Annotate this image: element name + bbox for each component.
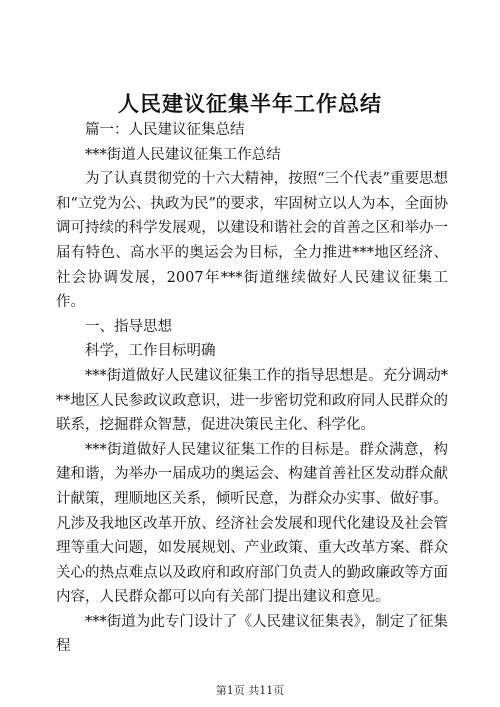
section-heading: 一、指导思想 <box>85 318 172 335</box>
subtitle-paragraph: 篇一：人民建议征集总结 <box>85 122 245 138</box>
body-paragraph: ***街道做好人民建议征集工作的指导思想是。充分调动***地区人民参政议政意识，进一步密切党和政府同人民群众的联系，挖掘群众智慧，促进决策民主化、科学化。 <box>56 367 448 434</box>
document-title: 人民建议征集半年工作总结 <box>118 91 382 116</box>
body-paragraph: ***街道做好人民建议征集工作的目标是。群众满意，构建和谐，为举办一届成功的奥运会、构建首善社区发动群众献计献策，理顺地区关系，倾听民意，为群众办实事、做好事。凡涉及我地区改革开放、经济社会发展和现代化建设及社会管理等重大问题，如发展规划、产业政策、重大改革方案、群众关心的热点难点以及政府和政府部门负责人的勤政廉政等方面内容，人民群众都可以向有关部门提出建议和意见。 <box>56 441 448 606</box>
page-footer: 第1页 共11页 <box>215 684 285 697</box>
body-paragraph: 为了认真贯彻党的十六大精神，按照“三个代表”重要思想和“立党为公、执政为民”的要求，牢固树立以人为本，全面协调可持续的科学发展观，以建设和谐社会的首善之区和举办一届有特色、高水平的奥运会为目标，全力推进***地区经济、社会协调发展，2007年***街道继续做好人民建议征集工作。 <box>56 171 448 311</box>
body-paragraph: ***街道为此专门设计了《人民建议征集表》，制定了征集程 <box>56 613 448 655</box>
section-heading: ***街道人民建议征集工作总结 <box>85 146 281 163</box>
document-body <box>56 118 448 659</box>
body-paragraph: 科学，工作目标明确 <box>85 343 216 360</box>
